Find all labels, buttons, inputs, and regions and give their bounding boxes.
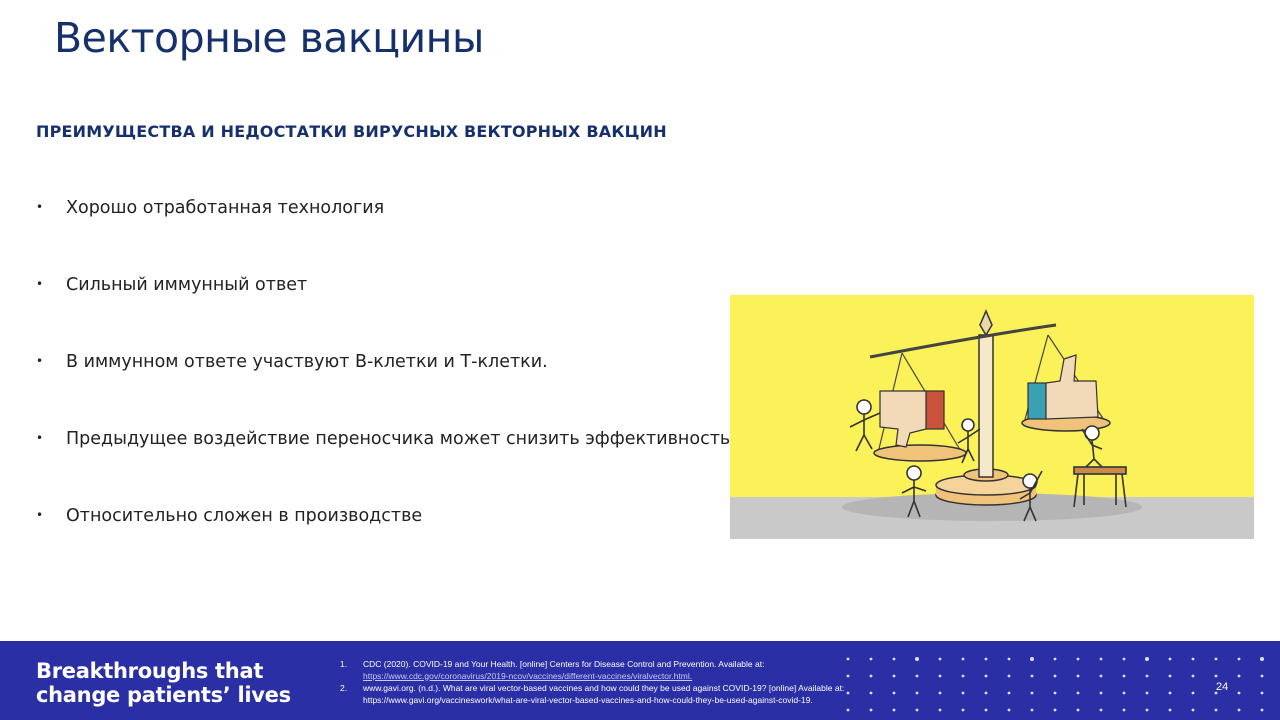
footer-dot [1192, 658, 1195, 661]
footer-dot [893, 692, 896, 695]
footer-dot [1054, 692, 1057, 695]
bullet-text: Сильный иммунный ответ [66, 275, 308, 295]
bullet-marker: • [36, 200, 44, 214]
footer-dot [1031, 675, 1034, 678]
page-number: 24 [1216, 681, 1229, 693]
footer-dot [1100, 709, 1103, 712]
footer-dot [1146, 675, 1149, 678]
footer-dot [1169, 658, 1172, 661]
footer-dot [893, 675, 896, 678]
footer-dot [1192, 709, 1195, 712]
reference-link[interactable]: https://www.gavi.org/vaccineswork/what-are-viral-vector-based-vaccines-and-how-could-they-be-used-against-covid-19. [363, 694, 813, 705]
footer-dot [962, 709, 965, 712]
footer-dot [1008, 709, 1011, 712]
bullet-marker: • [36, 354, 44, 368]
footer-dot [962, 675, 965, 678]
footer-dot [1169, 675, 1172, 678]
footer-dot [1215, 675, 1218, 678]
footer-dot [916, 675, 919, 678]
footer-dot [1192, 692, 1195, 695]
footer-dot [847, 675, 850, 678]
footer-dot [893, 709, 896, 712]
footer-bar [0, 641, 1280, 720]
footer-dot [939, 709, 942, 712]
footer-dot [870, 658, 873, 661]
bullet-marker: • [36, 277, 44, 291]
footer-dot [1215, 658, 1218, 661]
footer-dot [939, 675, 942, 678]
footer-dot [1008, 658, 1011, 661]
footer-dot [1054, 675, 1057, 678]
footer-dot [916, 709, 919, 712]
footer-dot [1261, 692, 1264, 695]
footer-dot [916, 692, 919, 695]
footer-dot [1008, 675, 1011, 678]
scale-pole [979, 335, 993, 477]
left-pan [874, 445, 966, 461]
footer-dot [1123, 709, 1126, 712]
footer-dot [1030, 657, 1034, 661]
footer-dot [1238, 675, 1241, 678]
footer-dot [870, 692, 873, 695]
footer-dot [985, 709, 988, 712]
footer-dot [1192, 675, 1195, 678]
footer-dot [1123, 675, 1126, 678]
footer-dot [1260, 657, 1264, 661]
footer-dot [1100, 658, 1103, 661]
reference-text: CDC (2020). COVID-19 and Your Health. [online] Centers for Disease Control and Prevention. Available at: [363, 659, 765, 669]
footer-dot [1238, 658, 1241, 661]
slide-subtitle: ПРЕИМУЩЕСТВА И НЕДОСТАТКИ ВИРУСНЫХ ВЕКТОРНЫХ ВАКЦИН [36, 122, 667, 141]
footer-dot [870, 709, 873, 712]
footer-dot [1077, 709, 1080, 712]
bullet-marker: • [36, 508, 44, 522]
decorative-dot-pattern [840, 651, 1280, 720]
footer-dot [985, 675, 988, 678]
footer-dot [1261, 709, 1264, 712]
footer-dot [1077, 675, 1080, 678]
footer-dot [1077, 658, 1080, 661]
reference-link[interactable]: https://www.cdc.gov/coronavirus/2019-ncov/vaccines/different-vaccines/viralvector.html. [363, 670, 693, 681]
bullet-text: В иммунном ответе участвуют В-клетки и Т-клетки. [66, 352, 548, 372]
footer-dot [1146, 709, 1149, 712]
footer-dot [1123, 658, 1126, 661]
footer-dot [1054, 658, 1057, 661]
bullet-text: Относительно сложен в производстве [66, 506, 423, 526]
footer-dot [962, 658, 965, 661]
footer-dot [1169, 692, 1172, 695]
footer-dot [1031, 692, 1034, 695]
footer-dot [1169, 709, 1172, 712]
balance-scale-illustration [730, 295, 1254, 539]
slide-title: Векторные вакцины [54, 14, 484, 62]
footer-dot [1031, 709, 1034, 712]
footer-dot [1215, 709, 1218, 712]
footer-dot [847, 709, 850, 712]
footer-dot [985, 658, 988, 661]
footer-dot [1054, 709, 1057, 712]
footer-dot [1238, 709, 1241, 712]
footer-dot [962, 692, 965, 695]
footer-dot [1146, 692, 1149, 695]
bullet-text: Предыдущее воздействие переносчика может снизить эффективность [66, 429, 731, 449]
footer-dot [1145, 657, 1149, 661]
bullet-marker: • [36, 431, 44, 445]
footer-dot [1261, 675, 1264, 678]
reference-text: www.gavi.org. (n.d.). What are viral vector-based vaccines and how could they be used against COVID-19? [online] Available at: [363, 683, 845, 693]
footer-dot [847, 658, 850, 661]
footer-dot [870, 675, 873, 678]
footer-dot [915, 657, 919, 661]
footer-dot [1238, 692, 1241, 695]
footer-dot [847, 692, 850, 695]
footer-dot [1100, 675, 1103, 678]
footer-dot [1100, 692, 1103, 695]
footer-dot [985, 692, 988, 695]
footer-tagline: Breakthroughs that change patients’ lives [36, 659, 291, 707]
footer-dot [939, 692, 942, 695]
reference-number: 2. [340, 683, 348, 693]
reference-number: 1. [340, 659, 348, 669]
footer-dot [1123, 692, 1126, 695]
footer-dot [893, 658, 896, 661]
bullet-text: Хорошо отработанная технология [66, 198, 385, 218]
footer-dot [1008, 692, 1011, 695]
footer-dot [1077, 692, 1080, 695]
footer-dot [939, 658, 942, 661]
